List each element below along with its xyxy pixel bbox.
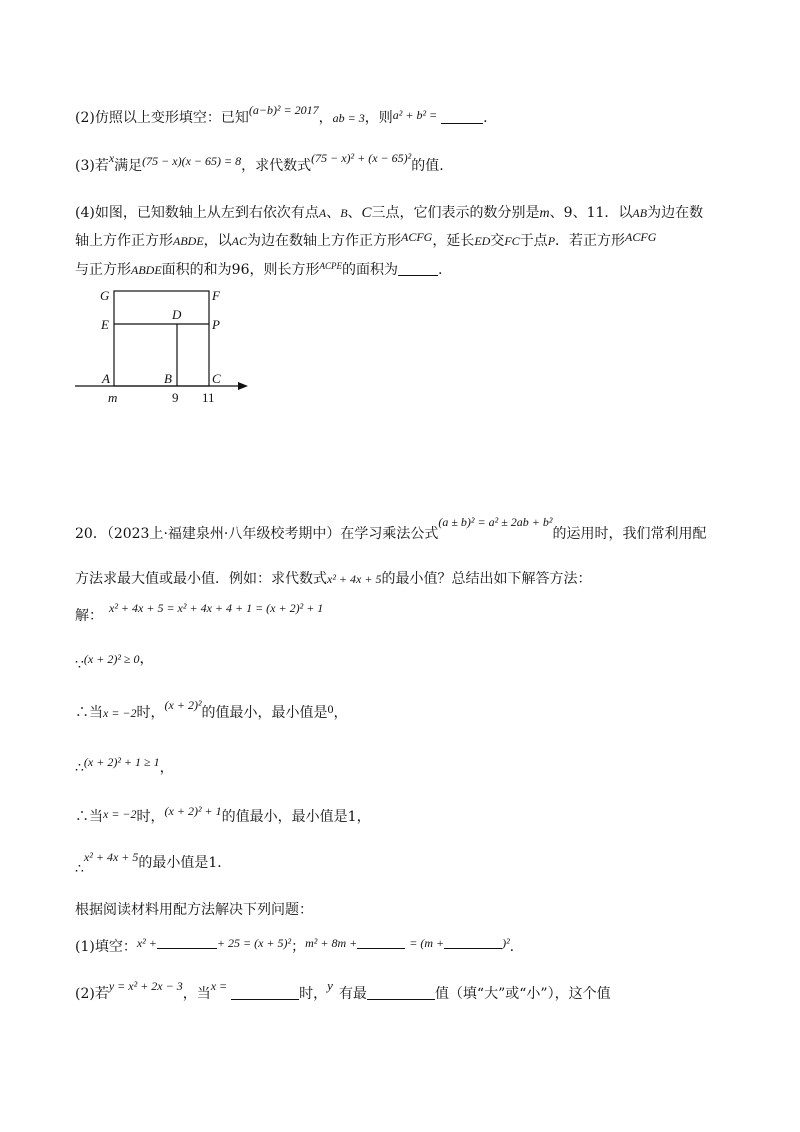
q19-part4-text: ，以 (203, 233, 232, 249)
q19-part3-satisfy: 满足 (114, 158, 143, 174)
part1-expr-d: = (m + (409, 936, 445, 950)
part2-x: x = (210, 979, 228, 993)
part1-expr-e: )² (502, 936, 510, 950)
q20-part1 (75, 933, 514, 953)
step-text: 时， (136, 809, 165, 825)
q19-part4-text: ，延长 (432, 233, 475, 249)
part1-sep: ； (291, 939, 306, 955)
q19-part2-expr: a² + b² = (392, 108, 438, 122)
point-b-label: B (340, 206, 348, 220)
min-zero: 0 (327, 702, 334, 716)
q19-part4-text: 与正方形 (75, 262, 131, 278)
label-9: 9 (172, 390, 179, 405)
q19-part3-expr: (75 − x)² + (x − 65)² (311, 151, 412, 165)
part2-y: y (327, 978, 333, 993)
q20-step3 (75, 752, 174, 776)
q20-solution (75, 598, 324, 624)
q19-part2: (2)仿照以上变形填空：已知(a−b)² = 2017，ab = 3，则a² + b² = . (75, 103, 488, 126)
q20-text: 的最小值？总结出如下解答方法： (381, 571, 592, 587)
q20-head-text: 的运用时，我们常利用配 (552, 526, 707, 542)
axis-arrow (238, 382, 248, 390)
step4-cond: x = −2 (103, 807, 137, 821)
q19-part3-cond: (75 − x)(x − 65) = 8 (142, 154, 242, 168)
rect-acpe: ACPE (319, 261, 342, 271)
part2-text: 时， (299, 986, 328, 1002)
step2-expr: (x + 2)² (164, 698, 202, 712)
square-acfg: ACFG (625, 230, 657, 244)
step-end: ， (159, 760, 174, 776)
part1-expr-c: m² + 8m + (305, 936, 358, 950)
square-abde: ABDE (131, 263, 162, 277)
number-line-figure (70, 285, 260, 405)
q19-part4-text: 为边在数 (647, 205, 704, 221)
point-a-label: A (318, 206, 327, 220)
q19-part4-text: 于点 (519, 233, 548, 249)
answer-blank[interactable] (441, 111, 483, 124)
q19-part4-text: 三点，它们表示的数分别是 (371, 205, 540, 221)
part1-end: . (509, 939, 515, 955)
q19-part4-text: 轴上方作正方形 (75, 233, 173, 249)
solution-label: 解： (75, 608, 103, 624)
segment-ac: AC (231, 234, 247, 248)
answer-blank[interactable] (157, 936, 217, 949)
part1-label: (1)填空： (75, 939, 137, 955)
part2-function: y = x² + 2x − 3 (108, 979, 183, 993)
q19-part4-line2 (75, 231, 656, 251)
q20-head-text: 20．（2023上·福建泉州·八年级校考期中）在学习乘法公式 (75, 526, 439, 542)
q20-step5 (75, 850, 232, 877)
part2-text: 值（填“大”或“小”），这个值 (434, 986, 611, 1002)
q19-part4-nums: 、9、11．以 (549, 205, 633, 221)
q19-part3 (75, 151, 444, 176)
q19-part4-text: 的面积为 (341, 262, 398, 278)
q20-formula: (a ± b)² = a² ± 2ab + b² (438, 515, 553, 529)
step2-cond: x = −2 (103, 706, 137, 720)
q19-part4-text: 交 (490, 233, 505, 249)
var-m: m (539, 206, 550, 221)
q19-part3-prefix: (3)若 (75, 158, 109, 174)
q20-expr: x² + 4x + 5 (327, 572, 382, 586)
because-symbol: ∵ (75, 657, 84, 673)
step-end: ， (333, 705, 348, 721)
q20-step4 (75, 804, 371, 827)
label-g: G (100, 288, 110, 303)
therefore-when: ∴当 (75, 705, 103, 721)
step3-expr: (x + 2)² + 1 ≥ 1 (83, 755, 160, 769)
answer-blank[interactable] (444, 936, 502, 949)
label-d: D (172, 307, 182, 322)
therefore-symbol: ∴ (75, 760, 84, 776)
part2-label: (2)若 (75, 986, 109, 1002)
q20-step1 (75, 649, 154, 673)
q20-part2 (75, 978, 611, 1004)
part2-text: 有最 (338, 986, 367, 1002)
step1-expr: (x + 2)² ≥ 0 (83, 652, 140, 666)
step-text: 的值最小，最小值是1， (221, 809, 371, 825)
answer-blank[interactable] (231, 987, 299, 1000)
q20-task (75, 900, 313, 920)
label-11: 11 (202, 390, 215, 405)
q19-part4-line1: (4)如图，已知数轴上从左到右依次有点A、B、C三点，它们表示的数分别是m、9、11．以AB为边在数 (75, 205, 704, 221)
answer-blank[interactable] (398, 263, 438, 276)
part2-text: ，当 (182, 986, 211, 1002)
label-p: P (212, 317, 220, 332)
square-abde: ABDE (173, 234, 204, 248)
segment-ab: AB (632, 206, 648, 220)
q19-part4-text: 为边在数轴上方作正方形 (247, 233, 401, 249)
point-c-label: C (361, 205, 372, 221)
q19-part4-text: 面积的和为96，则长方形 (161, 262, 320, 278)
square-acfg-shape (114, 291, 209, 386)
q19-part2-cond2: ab = 3 (332, 111, 365, 125)
q19-part4-text: (4)如图，已知数轴上从左到右依次有点 (75, 205, 319, 221)
step-text: 的值最小，最小值是 (201, 705, 328, 721)
step-text: 的最小值是1． (138, 855, 232, 871)
step5-expr: x² + 4x + 5 (83, 850, 139, 864)
q19-part2-then: ，则 (364, 110, 393, 126)
label-b: B (164, 371, 172, 386)
label-c: C (212, 371, 221, 386)
answer-blank[interactable] (357, 936, 405, 949)
point-p-label: P (547, 234, 556, 248)
label-m: m (108, 390, 118, 405)
q20-text: 方法求最大值或最小值．例如：求代数式 (75, 571, 327, 587)
label-a: A (102, 371, 110, 386)
part1-expr-b: + 25 = (x + 5)² (216, 936, 292, 950)
segment-ed: ED (474, 234, 491, 248)
therefore-symbol: ∴ (75, 861, 84, 877)
therefore-when: ∴当 (75, 809, 103, 825)
q19-part2-prefix: (2)仿照以上变形填空：已知 (75, 110, 249, 126)
solution-expr: x² + 4x + 5 = x² + 4x + 4 + 1 = (x + 2)² + 1 (109, 601, 324, 615)
square-acfg: ACFG (401, 230, 433, 244)
part1-expr-a: x² + (136, 936, 157, 950)
q19-part3-end: 的值. (411, 158, 444, 174)
q20-heading (75, 515, 707, 544)
task-text: 根据阅读材料用配方法解决下列问题： (75, 902, 313, 918)
answer-blank[interactable] (367, 987, 435, 1000)
q20-line2 (75, 569, 591, 589)
label-f: F (212, 288, 220, 303)
step-end: ， (139, 651, 154, 667)
q19-part4-text: ．若正方形 (555, 233, 626, 249)
label-e: E (101, 317, 109, 332)
q19-part3-mid: ，求代数式 (241, 158, 312, 174)
step-text: 时， (136, 705, 165, 721)
q19-part4-end: . (437, 262, 443, 278)
q20-step2 (75, 698, 348, 723)
q19-part4-line3 (75, 260, 442, 281)
q19-part2-cond1: (a−b)² = 2017 (248, 103, 319, 117)
q19-part3-var: x (108, 151, 115, 165)
step4-expr: (x + 2)² + 1 (164, 804, 222, 818)
q19-part2-end: . (483, 110, 488, 126)
segment-fc: FC (504, 234, 520, 248)
